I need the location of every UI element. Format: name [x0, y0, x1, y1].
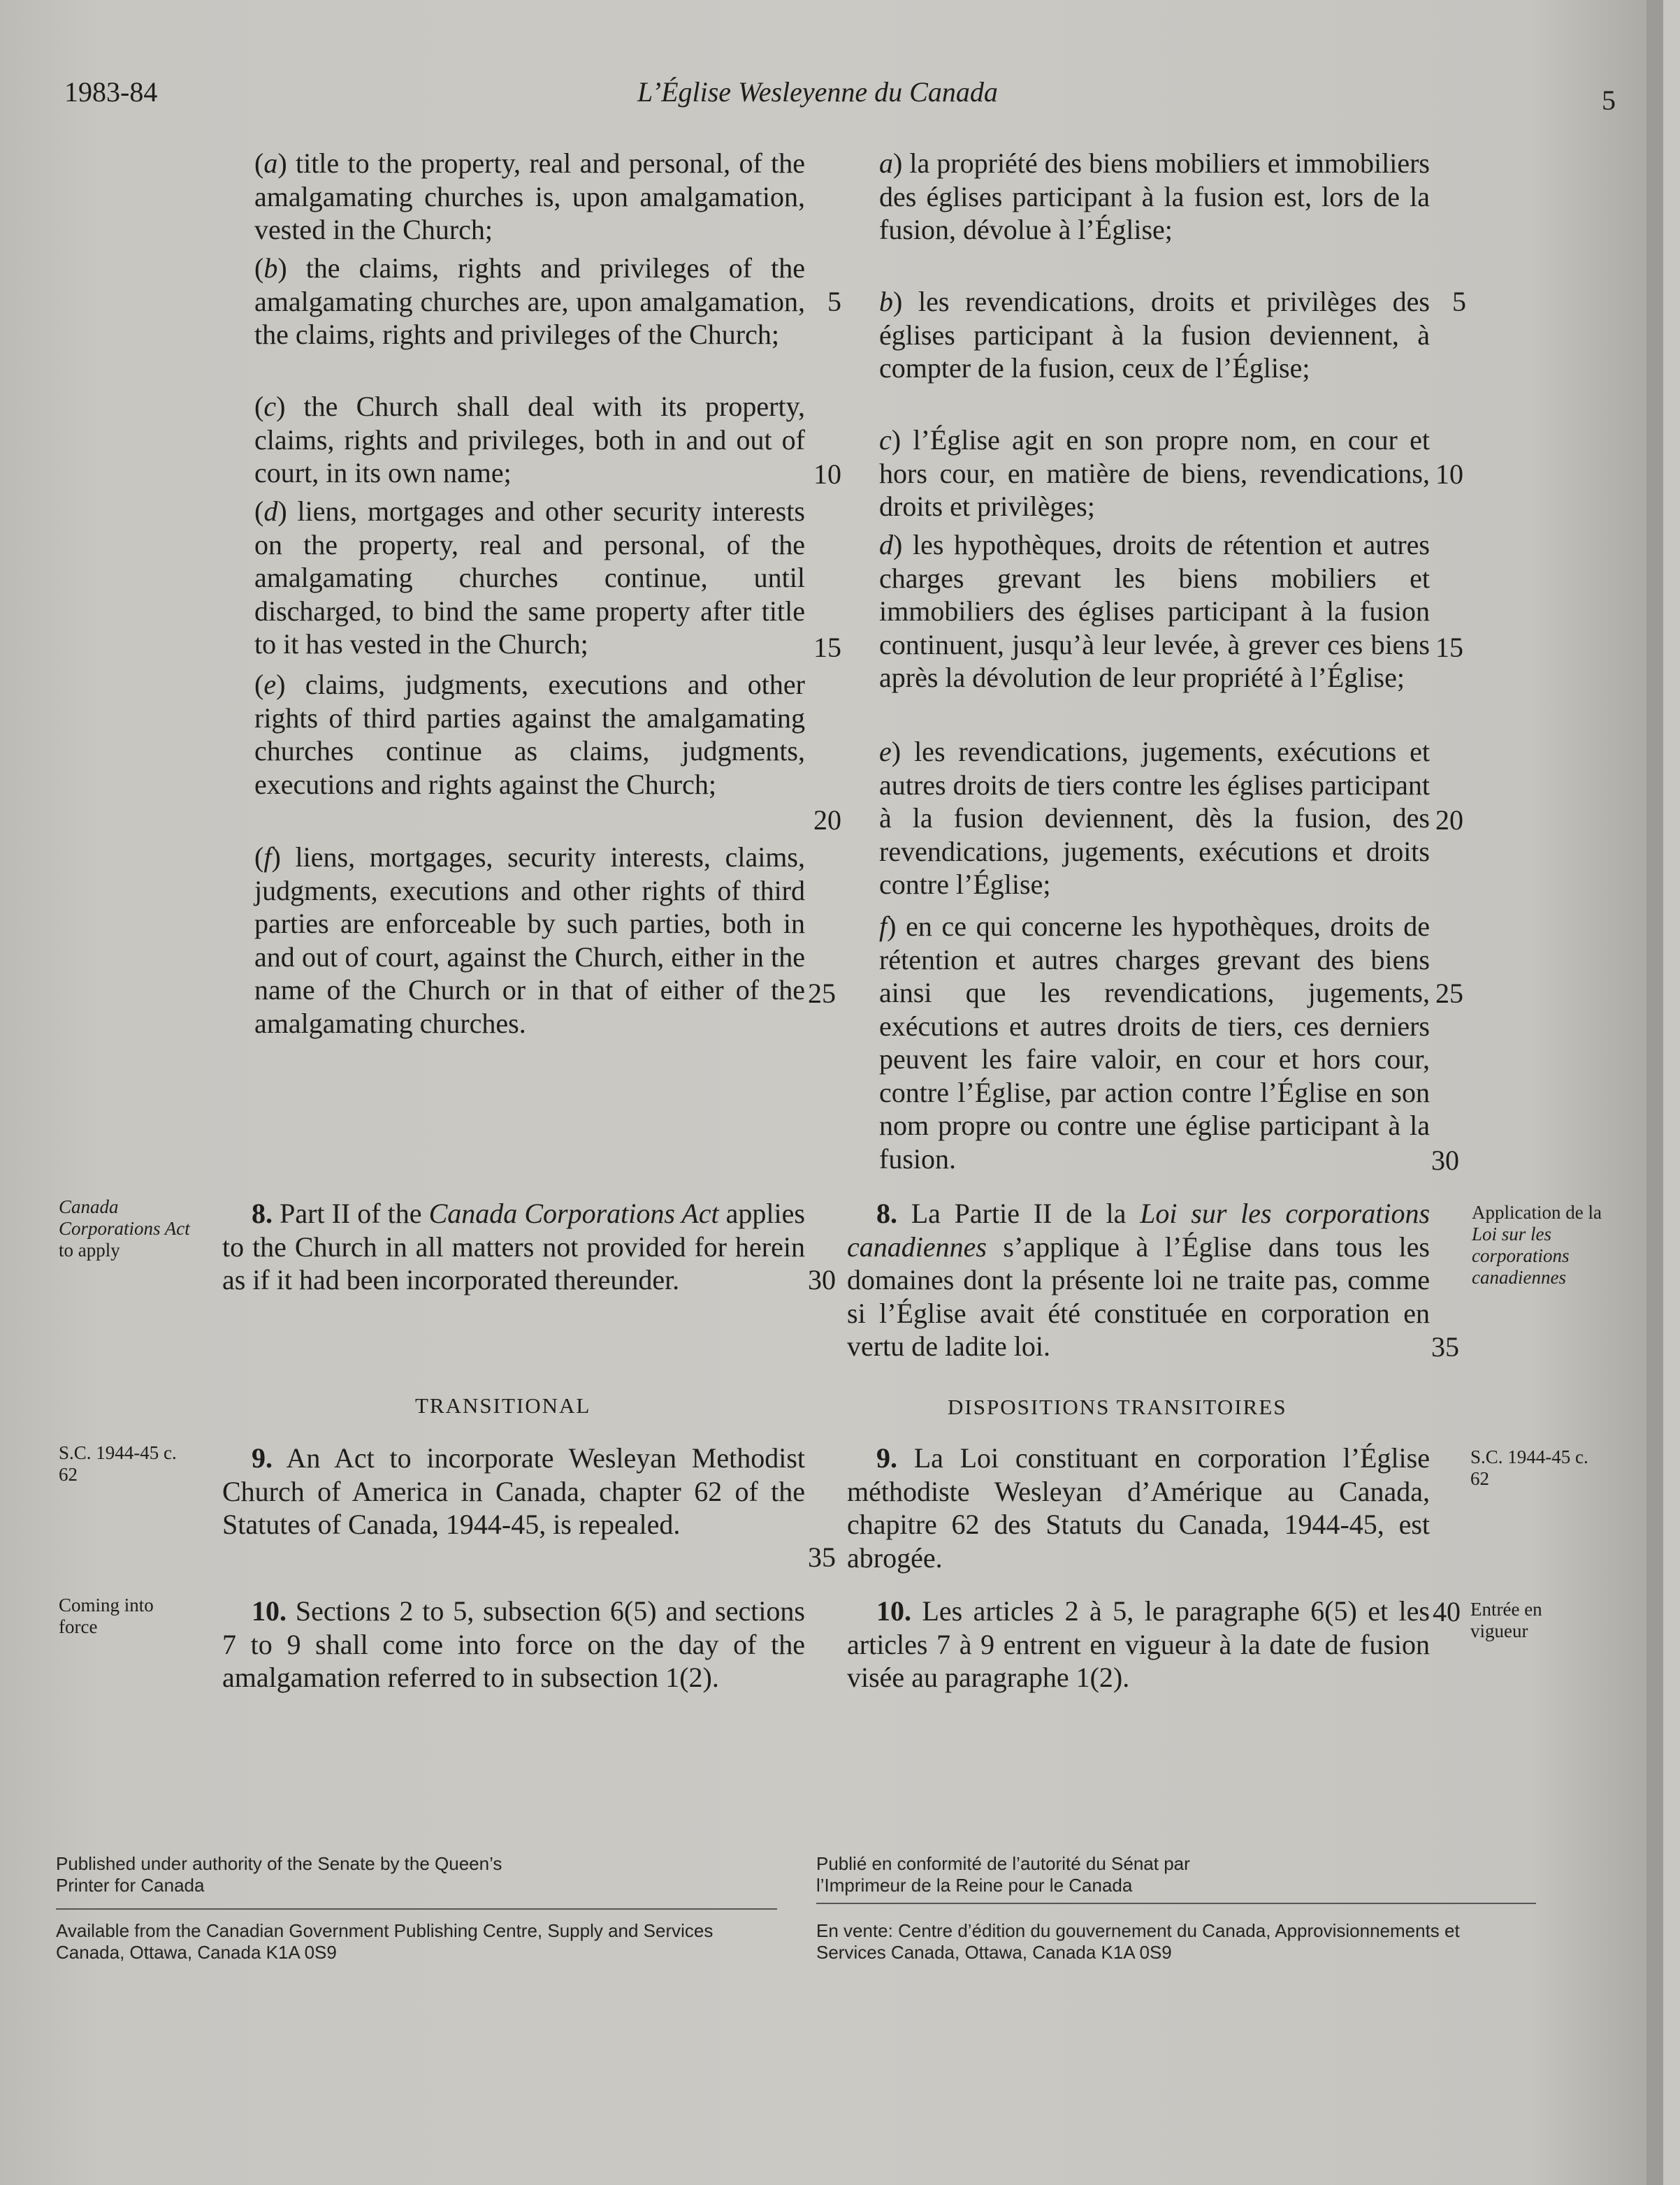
en-paragraph-d-label: d	[263, 495, 278, 527]
fr-paragraph-f-text: en ce qui concerne les hypothèques, droits de rétention et autres charges grevant des biens ainsi que les revendications, jugements, exécutions et autres droits de tiers, ces derniers peuvent les faire valoir, en cour et hors cour, contre l’Église, par action contre l’Église en son nom propre ou contre une église participant à la fusion.	[879, 910, 1430, 1175]
fr-paragraph-e-text: les revendications, jugements, exécutions et autres droits de tiers contre les églises participant à la fusion deviennent, dès la fusion, des revendications, jugements, exécutions et droits contre l’Église;	[879, 736, 1430, 900]
en-section-9-number: 9.	[252, 1442, 273, 1474]
fr-paragraph-e-label: e	[879, 736, 892, 767]
en-line-number: 25	[808, 978, 836, 1009]
en-section-9	[222, 1442, 805, 1541]
fr-section-10-text: Les articles 2 à 5, le paragraphe 6(5) et les articles 7 à 9 entrent en vigueur à la date de fusion visée au paragraphe 1(2).	[847, 1595, 1430, 1693]
en-section-10	[222, 1595, 805, 1694]
fr-line-number: 25	[1435, 978, 1463, 1009]
margin-note-fr-s8-act: Loi sur les corporations canadiennes	[1472, 1224, 1570, 1288]
en-paragraph-a-text: title to the property, real and personal, of the amalgamating churches is, upon amalgamation, vested in the Church;	[254, 147, 805, 245]
fr-heading-transitional: DISPOSITIONS TRANSITOIRES	[948, 1395, 1287, 1419]
margin-note-en-s10: Coming into force	[59, 1595, 154, 1637]
fr-section-9	[847, 1442, 1430, 1574]
en-paragraph-f: (f) liens, mortgages, security interests, claims, judgments, executions and other rights of third parties are enforceable by such parties, both in and out of court, against the Church, either in the name of the Church or in that of either of the amalgamating churches.	[254, 841, 805, 1039]
fr-line-number: 15	[1435, 632, 1463, 663]
fr-paragraph-c: c) l’Église agit en son propre nom, en cour et hors cour, en matière de biens, revendications, droits et privilèges;	[879, 424, 1430, 522]
en-section-10-text: Sections 2 to 5, subsection 6(5) and sections 7 to 9 shall come into force on the day of the amalgamation referred to in subsection 1(2).	[222, 1595, 805, 1693]
page-edge	[1646, 0, 1663, 2185]
en-section-8	[222, 1197, 805, 1297]
en-paragraph-d: (d) liens, mortgages and other security interests on the property, real and personal, of the amalgamating churches continue, until discharged, to bind the same property after title to it has vested in the Church;	[254, 495, 805, 660]
fr-paragraph-b-text: les revendications, droits et privilèges des églises participant à la fusion deviennent, à compter de la fusion, ceux de l’Église;	[879, 286, 1430, 384]
fr-paragraph-d-text: les hypothèques, droits de rétention et autres charges grevant les biens mobiliers et immobiliers des églises participant à la fusion continuent, jusqu’à leur levée, à grever ces biens après la dévolution de leur propriété à l’Église;	[879, 529, 1430, 693]
fr-section-8-act-name: Loi sur les corporations canadiennes	[847, 1198, 1431, 1263]
en-section-8-act-name: Canada Corporations Act	[428, 1198, 719, 1229]
fr-section-8-text-pre: La Partie II de la	[897, 1198, 1140, 1229]
fr-paragraph-f-label: f	[879, 910, 888, 942]
fr-section-8-text-post: s’applique à l’Église dans tous les domaines dont la présente loi ne traite pas, comme si l’Église avait été constituée en corporation en vertu de ladite loi.	[847, 1231, 1430, 1362]
fr-paragraph-f: f) en ce qui concerne les hypothèques, droits de rétention et autres charges grevant des biens ainsi que les revendications, jugements, exécutions et autres droits de tiers, ces derniers peuvent les faire valoir, en cour et hors cour, contre l’Église, par action contre l’Église en son nom propre ou contre une église participant à la fusion.	[879, 910, 1430, 1175]
en-paragraph-c-text: the Church shall deal with its property, claims, rights and privileges, both in and out of court, in its own name;	[254, 391, 805, 488]
margin-note-en-s9: S.C. 1944-45 c. 62	[59, 1442, 177, 1485]
en-paragraph-e-text: claims, judgments, executions and other rights of third parties against the amalgamating churches continue as claims, judgments, executions and rights against the Church;	[254, 669, 805, 800]
fr-line-number: 35	[1431, 1331, 1459, 1363]
en-paragraph-f-label: f	[263, 841, 272, 873]
en-paragraph-b: (b) the claims, rights and privileges of the amalgamating churches are, upon amalgamation, the claims, rights and privileges of the Church;	[254, 252, 805, 350]
margin-note-en-s8-act: Canada Corporations Act	[59, 1196, 190, 1239]
en-paragraph-f-text: liens, mortgages, security interests, claims, judgments, executions and other rights of third parties are enforceable by such parties, both in and out of court, against the Church, either in the name of the Church or in that of either of the amalgamating churches.	[254, 841, 805, 1039]
en-paragraph-e-label: e	[263, 669, 277, 700]
fr-section-10	[847, 1595, 1430, 1694]
footer-fr-available: En vente: Centre d’édition du gouvernement du Canada, Approvisionnements et Services Canada, Ottawa, Canada K1A 0S9	[816, 1920, 1460, 1963]
fr-section-10-number: 10.	[876, 1595, 911, 1627]
en-line-number: 20	[813, 804, 841, 836]
en-line-number: 35	[808, 1541, 836, 1573]
en-section-8-text-post: applies to the Church in all matters not provided for herein as if it had been incorporated thereunder.	[222, 1198, 805, 1295]
en-heading-transitional: TRANSITIONAL	[415, 1393, 591, 1418]
fr-line-number: 10	[1435, 458, 1463, 490]
en-section-8-number: 8.	[252, 1198, 273, 1229]
header-year: 1983-84	[64, 76, 158, 108]
en-line-number: 10	[813, 458, 841, 490]
en-paragraph-d-text: liens, mortgages and other security interests on the property, real and personal, of the amalgamating churches continue, until discharged, to bind the same property after title to it has vested in the Church;	[254, 495, 805, 660]
en-paragraph-a-label: a	[263, 147, 278, 179]
en-section-9-text: An Act to incorporate Wesleyan Methodist Church of America in Canada, chapter 62 of the Statutes of Canada, 1944-45, is repealed.	[222, 1442, 805, 1540]
header-title: L’Église Wesleyenne du Canada	[637, 76, 998, 108]
en-line-number: 5	[827, 286, 841, 317]
fr-paragraph-a-label: a	[879, 147, 893, 179]
fr-paragraph-c-label: c	[879, 424, 892, 456]
margin-note-fr-s8	[1472, 1202, 1619, 1289]
en-line-number: 30	[808, 1264, 836, 1295]
fr-line-number: 40	[1433, 1596, 1461, 1627]
footer-fr-authority: Publié en conformité de l’autorité du Sénat par l’Imprimeur de la Reine pour le Canada	[816, 1853, 1190, 1896]
en-paragraph-b-label: b	[263, 252, 278, 284]
margin-note-fr-s8-pre: Application de la	[1472, 1202, 1602, 1223]
fr-section-9-number: 9.	[876, 1442, 897, 1474]
fr-paragraph-c-text: l’Église agit en son propre nom, en cour et hors cour, en matière de biens, revendications, droits et privilèges;	[879, 424, 1430, 522]
fr-line-number: 20	[1435, 804, 1463, 836]
margin-note-fr-s9: S.C. 1944-45 c. 62	[1470, 1446, 1588, 1489]
fr-paragraph-a: a) la propriété des biens mobiliers et immobiliers des églises participant à la fusion est, lors de la fusion, dévolue à l’Église;	[879, 147, 1430, 245]
en-section-10-number: 10.	[252, 1595, 287, 1627]
footer-fr-divider	[816, 1903, 1536, 1904]
fr-paragraph-d-label: d	[879, 529, 893, 560]
footer-en-available: Available from the Canadian Government Publishing Centre, Supply and Services Canada, Ottawa, Canada K1A 0S9	[56, 1920, 714, 1963]
en-paragraph-a: (a) title to the property, real and personal, of the amalgamating churches is, upon amalgamation, vested in the Church;	[254, 147, 805, 245]
fr-paragraph-d: d) les hypothèques, droits de rétention et autres charges grevant les biens mobiliers et immobiliers des églises participant à la fusion continuent, jusqu’à leur levée, à grever ces biens après la dévolution de leur propriété à l’Église;	[879, 529, 1430, 693]
margin-note-en-s8	[59, 1196, 191, 1261]
en-line-number: 15	[813, 632, 841, 663]
fr-section-8-number: 8.	[876, 1198, 897, 1229]
page-number: 5	[1602, 85, 1616, 116]
fr-paragraph-b-label: b	[879, 286, 893, 317]
fr-line-number: 5	[1452, 286, 1466, 317]
footer-en-divider	[56, 1908, 777, 1910]
margin-note-fr-s10: Entrée en vigueur	[1470, 1599, 1542, 1641]
fr-paragraph-a-text: la propriété des biens mobiliers et immobiliers des églises participant à la fusion est, lors de la fusion, dévolue à l’Église;	[879, 147, 1430, 245]
margin-note-en-s8-rest: to apply	[59, 1240, 120, 1261]
fr-line-number: 30	[1431, 1145, 1459, 1176]
footer-en-authority: Published under authority of the Senate by the Queen’s Printer for Canada	[56, 1853, 502, 1896]
en-paragraph-e: (e) claims, judgments, executions and other rights of third parties against the amalgamating churches continue as claims, judgments, executions and rights against the Church;	[254, 669, 805, 800]
fr-paragraph-e: e) les revendications, jugements, exécutions et autres droits de tiers contre les églises participant à la fusion deviennent, dès la fusion, des revendications, jugements, exécutions et droits contre l’Église;	[879, 736, 1430, 900]
en-section-8-text-pre: Part II of the	[273, 1198, 429, 1229]
en-paragraph-c: (c) the Church shall deal with its property, claims, rights and privileges, both in and out of court, in its own name;	[254, 391, 805, 488]
en-paragraph-c-label: c	[263, 391, 277, 422]
en-paragraph-b-text: the claims, rights and privileges of the amalgamating churches are, upon amalgamation, the claims, rights and privileges of the Church;	[254, 252, 805, 350]
fr-section-8	[847, 1197, 1430, 1363]
fr-paragraph-b: b) les revendications, droits et privilèges des églises participant à la fusion deviennent, à compter de la fusion, ceux de l’Église;	[879, 286, 1430, 384]
fr-section-9-text: La Loi constituant en corporation l’Église méthodiste Wesleyan d’Amérique au Canada, chapitre 62 des Statuts du Canada, 1944-45, est abrogée.	[847, 1442, 1430, 1574]
